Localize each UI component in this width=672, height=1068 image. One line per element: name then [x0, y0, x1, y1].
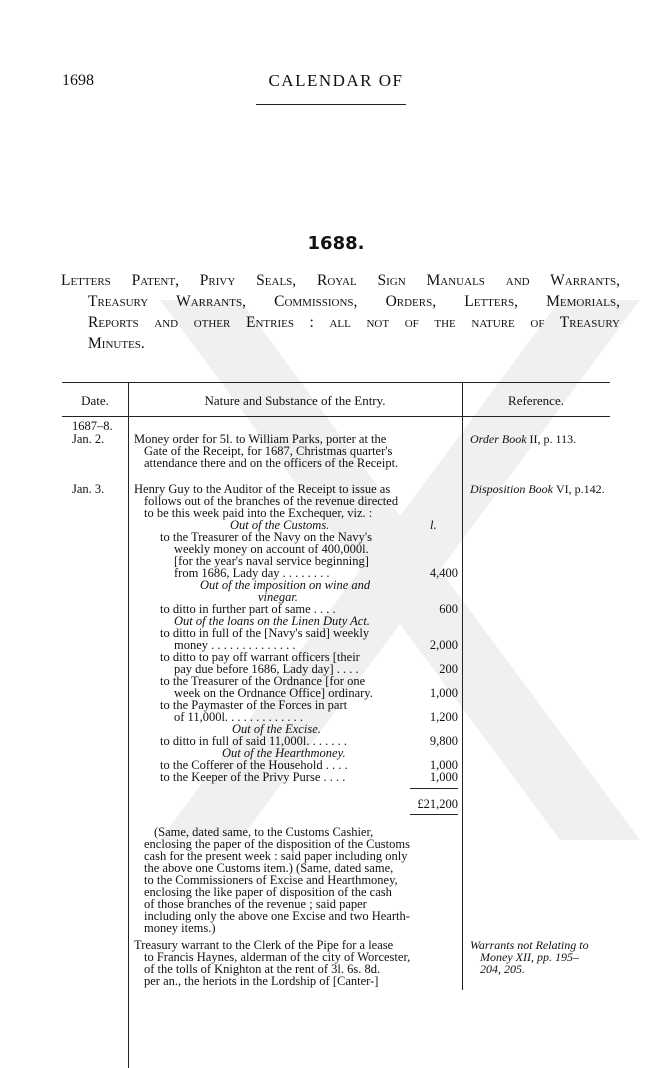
total-amount: £21,200	[417, 797, 458, 811]
entry-line: Treasury warrant to the Clerk of the Pipe for a lease	[134, 938, 394, 952]
item-line: to the Treasurer of the Ordnance [for one	[160, 674, 366, 688]
item-amount: 9,800	[429, 734, 458, 748]
note-line: (Same, dated same, to the Customs Cashier,	[154, 825, 374, 839]
total-bottom-rule	[410, 814, 458, 815]
entry-reference	[470, 939, 589, 975]
item-line: week on the Ordnance Office] ordinary.	[174, 686, 373, 700]
note-line: of those branches of the revenue ; said paper	[144, 897, 367, 911]
item-line: to ditto in full of said 11,000l. . . . . . .	[160, 734, 348, 748]
column-header-entry: Nature and Substance of the Entry.	[204, 393, 386, 408]
reference-book: Order Book	[470, 432, 527, 446]
table-header-rule	[62, 416, 610, 417]
reference-line: Money XII, pp. 195–	[480, 950, 579, 964]
item-line: to the Keeper of the Privy Purse . . . .	[160, 770, 346, 784]
entry-reference	[470, 483, 605, 495]
reference-detail: II, p. 113.	[529, 432, 577, 446]
item-line: weekly money on account of 400,000l.	[174, 542, 369, 556]
column-header-date: Date.	[81, 393, 109, 408]
note-line: the above one Customs item.) (Same, dated same,	[144, 861, 394, 875]
item-line: to the Paymaster of the Forces in part	[160, 698, 348, 712]
item-amount: 4,400	[429, 566, 458, 580]
caption-line: Minutes.	[88, 335, 145, 352]
unit-label: l.	[430, 518, 437, 532]
source-heading: Out of the Excise.	[232, 722, 321, 736]
entry-line: attendance there and on the officers of the Receipt.	[144, 456, 399, 470]
item-amount: 2,000	[429, 638, 458, 652]
item-line: pay due before 1686, Lady day] . . . .	[174, 662, 359, 676]
reference-line: 204, 205.	[480, 962, 525, 976]
entry-line: follows out of the branches of the revenue directed	[144, 494, 399, 508]
total-top-rule	[410, 788, 458, 789]
note-line: enclosing the paper of the disposition of the Customs	[144, 837, 410, 851]
entry-line: Gate of the Receipt, for 1687, Christmas quarter's	[144, 444, 393, 458]
caption-line: Reports and other Entries : all not of the nature of Treasury	[88, 314, 620, 331]
item-amount: 1,000	[429, 758, 458, 772]
item-line: from 1686, Lady day . . . . . . . .	[174, 566, 330, 580]
item-line: to the Cofferer of the Household . . . .	[160, 758, 348, 772]
entry-date: Jan. 2.	[72, 432, 105, 446]
running-title: CALENDAR OF	[268, 71, 404, 90]
item-line: to ditto in full of the [Navy's said] weekly	[160, 626, 370, 640]
source-heading: Out of the imposition on wine and	[200, 578, 371, 592]
source-heading: Out of the loans on the Linen Duty Act.	[174, 614, 370, 628]
entry-date: Jan. 3.	[72, 482, 105, 496]
entry-line: per an., the heriots in the Lordship of [Canter-]	[144, 974, 379, 988]
reference-detail: VI, p.142.	[556, 482, 605, 496]
source-heading: vinegar.	[258, 590, 298, 604]
note-line: to the Commissioners of Excise and Hearthmoney,	[144, 873, 398, 887]
item-amount: 1,000	[429, 686, 458, 700]
year-heading: 1688.	[307, 233, 365, 254]
item-amount: 1,000	[429, 770, 458, 784]
source-heading: Out of the Hearthmoney.	[222, 746, 346, 760]
page-number: 1698	[62, 72, 94, 89]
item-line: of 11,000l. . . . . . . . . . . . .	[174, 710, 304, 724]
item-amount: 1,200	[429, 710, 458, 724]
item-line: [for the year's naval service beginning]	[174, 554, 369, 568]
header-rule	[256, 104, 406, 105]
caption-line: Letters Patent, Privy Seals, Royal Sign Manuals and Warrants,	[61, 272, 620, 289]
item-amount: 600	[439, 602, 458, 616]
section-caption	[61, 270, 620, 354]
item-line: money . . . . . . . . . . . . . .	[174, 638, 296, 652]
source-heading: Out of the Customs.	[230, 518, 330, 532]
note-line: money items.)	[144, 921, 216, 935]
reference-book: Disposition Book	[470, 482, 553, 496]
entry-line: Money order for 5l. to William Parks, porter at the	[134, 432, 387, 446]
caption-line: Treasury Warrants, Commissions, Orders, Letters, Memorials,	[88, 293, 620, 310]
column-divider-reference	[462, 382, 463, 990]
entry-line: of the tolls of Knighton at the rent of 3l. 6s. 8d.	[144, 962, 381, 976]
note-line: cash for the present week : said paper including only	[144, 849, 408, 863]
table-top-rule	[62, 382, 610, 383]
column-header-reference: Reference.	[508, 393, 564, 408]
entry-date-year: 1687–8.	[72, 419, 113, 433]
column-divider-date	[128, 382, 129, 1068]
note-line: including only the above one Excise and two Hearth-	[144, 909, 410, 923]
entry-text	[134, 483, 458, 963]
item-line: to the Treasurer of the Navy on the Navy's	[160, 530, 372, 544]
entry-line: Henry Guy to the Auditor of the Receipt to issue as	[134, 482, 391, 496]
note-line: enclosing the like paper of disposition of the cash	[144, 885, 392, 899]
entry-reference	[470, 433, 576, 445]
entry-line: to be this week paid into the Exchequer, viz. :	[144, 506, 373, 520]
reference-line: Warrants not Relating to	[470, 938, 589, 952]
entry-line: to Francis Haynes, alderman of the city of Worcester,	[144, 950, 411, 964]
item-line: to ditto to pay off warrant officers [their	[160, 650, 360, 664]
item-line: to ditto in further part of same . . . .	[160, 602, 336, 616]
item-amount: 200	[439, 662, 458, 676]
